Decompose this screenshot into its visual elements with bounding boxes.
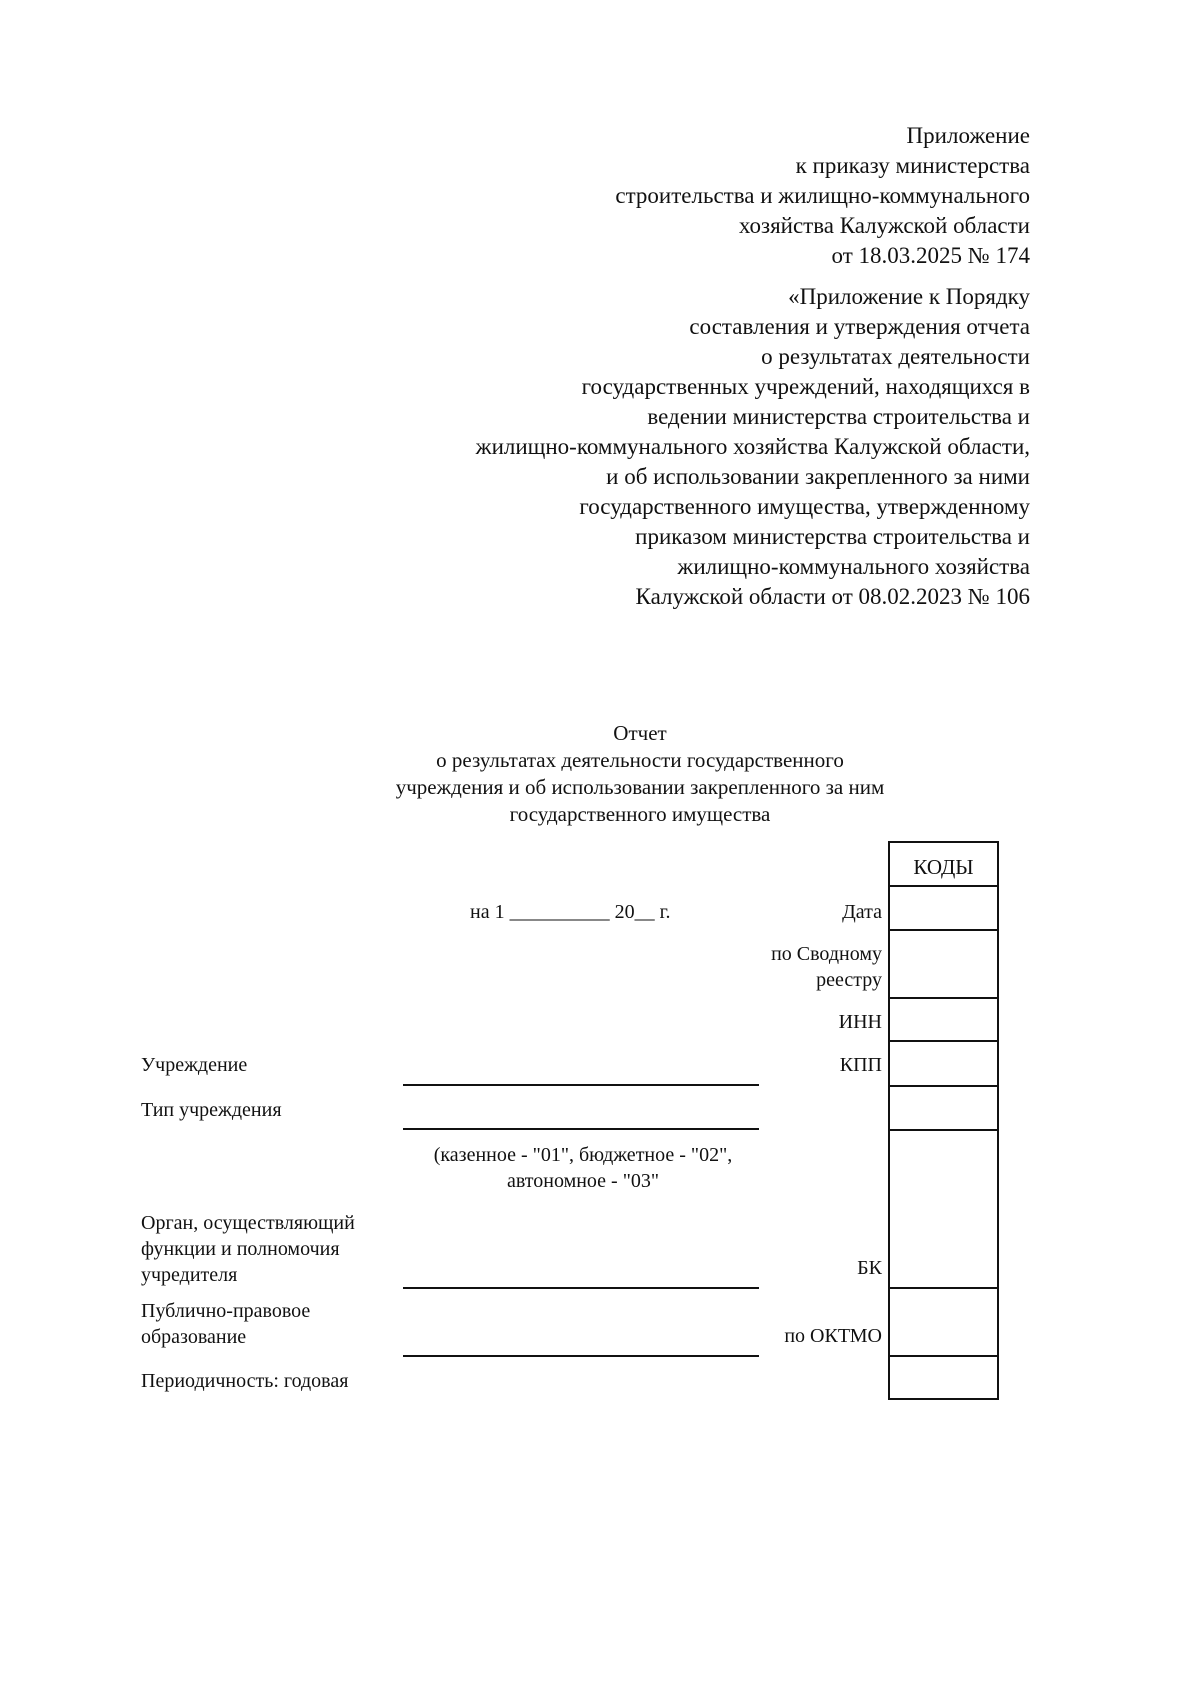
codes-label-oktmo: по ОКТМО	[784, 1325, 882, 1347]
report-title	[340, 723, 940, 831]
public-entity-field-line[interactable]	[403, 1355, 759, 1357]
report-title-line: о результатах деятельности государственного	[436, 748, 844, 772]
founder-field-line[interactable]	[403, 1287, 759, 1289]
codes-row-divider	[888, 929, 999, 931]
order-reference-line: ведении министерства строительства и	[647, 404, 1030, 429]
label-public-entity	[141, 1301, 310, 1353]
appendix-header	[615, 124, 1030, 274]
label-founder	[141, 1213, 355, 1291]
date-suffix: г.	[659, 901, 671, 923]
institution-type-field-line[interactable]	[403, 1128, 759, 1130]
codes-row-divider	[888, 1287, 999, 1289]
codes-table	[888, 841, 999, 1400]
appendix-header-line: к приказу министерства	[795, 153, 1030, 178]
order-reference-line: государственного имущества, утвержденному	[579, 494, 1030, 519]
appendix-header-line: хозяйства Калужской области	[738, 213, 1030, 238]
appendix-header-line: Приложение	[906, 123, 1030, 148]
order-reference-line: Калужской области от 08.02.2023 № 106	[635, 584, 1030, 609]
order-reference-line: жилищно-коммунального хозяйства Калужской области,	[475, 434, 1030, 459]
label-founder-line: функции и полномочия	[141, 1238, 340, 1260]
codes-row-divider	[888, 1085, 999, 1087]
date-prefix: на 1	[470, 901, 505, 923]
label-founder-line: учредителя	[141, 1264, 238, 1286]
codes-row-divider	[888, 997, 999, 999]
label-public-entity-line: Публично-правовое	[141, 1300, 311, 1322]
codes-row-divider	[888, 885, 999, 887]
codes-label-inn: ИНН	[838, 1011, 882, 1033]
order-reference	[476, 285, 1030, 615]
report-title-line: Отчет	[613, 721, 667, 745]
codes-row-divider	[888, 1040, 999, 1042]
codes-label-bk: БК	[857, 1257, 882, 1279]
report-title-line: государственного имущества	[509, 802, 771, 826]
codes-row-divider	[888, 1355, 999, 1357]
appendix-header-line: строительства и жилищно-коммунального	[615, 183, 1030, 208]
appendix-header-line: от 18.03.2025 № 174	[831, 243, 1030, 268]
codes-row-divider	[888, 1129, 999, 1131]
order-reference-line: и об использовании закрепленного за ними	[606, 464, 1030, 489]
codes-label-date: Дата	[842, 901, 882, 923]
label-institution-type: Тип учреждения	[141, 1099, 282, 1121]
order-reference-line: государственных учреждений, находящихся в	[581, 374, 1030, 399]
date-line	[470, 902, 671, 922]
date-blank: __________	[509, 901, 610, 923]
label-founder-line: Орган, осуществляющий	[141, 1212, 355, 1234]
codes-label-registry	[771, 944, 882, 996]
label-periodicity: Периодичность: годовая	[141, 1370, 349, 1392]
order-reference-line: «Приложение к Порядку	[788, 284, 1030, 309]
codes-label-kpp: КПП	[839, 1054, 882, 1076]
codes-header: КОДЫ	[913, 855, 974, 879]
order-reference-line: о результатах деятельности	[761, 344, 1030, 369]
type-hint-line: автономное - "03"	[506, 1170, 660, 1192]
type-hint	[400, 1145, 766, 1197]
codes-label-registry-line: реестру	[816, 969, 882, 991]
type-hint-line: (казенное - "01", бюджетное - "02",	[433, 1144, 733, 1166]
order-reference-line: составления и утверждения отчета	[689, 314, 1030, 339]
order-reference-line: жилищно-коммунального хозяйства	[677, 554, 1030, 579]
date-year: 20__	[614, 901, 655, 923]
order-reference-line: приказом министерства строительства и	[635, 524, 1030, 549]
label-public-entity-line: образование	[141, 1326, 247, 1348]
codes-label-registry-line: по Сводному	[771, 943, 882, 965]
label-institution: Учреждение	[141, 1054, 248, 1076]
institution-field-line[interactable]	[403, 1084, 759, 1086]
report-title-line: учреждения и об использовании закрепленного за ним	[395, 775, 885, 799]
